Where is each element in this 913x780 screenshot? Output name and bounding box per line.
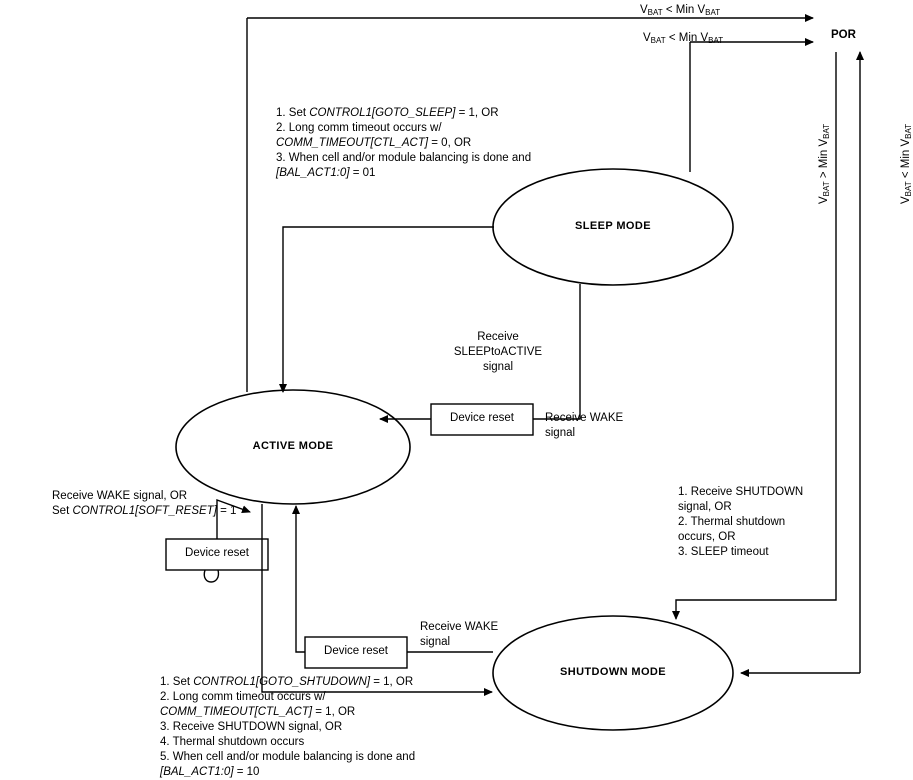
annotation-line: Receive — [477, 331, 519, 343]
annotation-line: COMM_TIMEOUT[CTL_ACT] = 1, OR — [160, 706, 356, 718]
state-active-label: ACTIVE MODE — [252, 440, 334, 452]
annotation-line: signal — [545, 427, 576, 439]
device-reset-shutdown-label: Device reset — [324, 645, 388, 657]
annotation-receive-wake-shutdown — [420, 620, 498, 650]
annotation-line: signal — [482, 361, 514, 373]
device-reset-active-label: Device reset — [185, 547, 249, 559]
annotation-line: Receive WAKE signal, OR — [52, 490, 188, 502]
annotation-line: [BAL_ACT1:0] = 10 — [160, 766, 260, 778]
annotation-line: 1. Set CONTROL1[GOTO_SLEEP] = 1, OR — [276, 107, 499, 119]
annotation-line: occurs, OR — [678, 531, 736, 543]
vbat-top-label-1: $V_{BAT}$ < Min $V_{BAT}$ — [640, 4, 721, 17]
annotation-line: signal, OR — [678, 501, 732, 513]
vbat-vertical-left-label: $V_{BAT}$ > Min $V_{BAT}$ — [818, 123, 831, 204]
annotation-line: 2. Long comm timeout occurs w/ — [160, 691, 326, 703]
device-reset-sleep-label: Device reset — [450, 412, 514, 424]
annotation-active-to-shutdown — [678, 485, 803, 560]
edge-reset-to-active-shutdownside — [296, 506, 305, 652]
state-sleep-label: SLEEP MODE — [575, 220, 651, 232]
annotation-line: signal — [420, 636, 451, 648]
vbat-vertical-right-label: $V_{BAT}$ < Min $V_{BAT}$ — [900, 123, 913, 204]
annotation-line: Receive WAKE — [545, 412, 624, 424]
por-label: POR — [831, 29, 856, 41]
annotation-active-to-sleep — [276, 106, 531, 181]
annotation-shutdown-conditions — [160, 675, 415, 780]
annotation-line: 1. Receive SHUTDOWN — [678, 486, 804, 498]
annotation-line: 5. When cell and/or module balancing is done and — [160, 751, 416, 763]
annotation-sleep-to-active — [413, 330, 583, 375]
annotation-line: 2. Long comm timeout occurs w/ — [276, 122, 442, 134]
annotation-receive-wake-sleep — [545, 411, 623, 441]
annotation-line: SLEEPtoACTIVE — [453, 346, 543, 358]
annotation-line: 2. Thermal shutdown — [678, 516, 786, 528]
annotation-line: 3. When cell and/or module balancing is done and — [276, 152, 532, 164]
edge-active-self-loop — [204, 570, 218, 582]
annotation-active-self-reset — [52, 489, 236, 519]
state-shutdown-label: SHUTDOWN MODE — [559, 666, 667, 678]
annotation-line: Set CONTROL1[SOFT_RESET] = 1 — [52, 505, 237, 517]
vbat-top-label-2: $V_{BAT}$ < Min $V_{BAT}$ — [643, 32, 724, 45]
annotation-line: Receive WAKE — [420, 621, 499, 633]
annotation-line: 4. Thermal shutdown occurs — [160, 736, 305, 748]
annotation-line: [BAL_ACT1:0] = 01 — [276, 167, 376, 179]
annotation-line: 1. Set CONTROL1[GOTO_SHTUDOWN] = 1, OR — [160, 676, 414, 688]
annotation-line: 3. Receive SHUTDOWN signal, OR — [160, 721, 343, 733]
annotation-line: COMM_TIMEOUT[CTL_ACT] = 0, OR — [276, 137, 472, 149]
annotation-line: 3. SLEEP timeout — [678, 546, 769, 558]
